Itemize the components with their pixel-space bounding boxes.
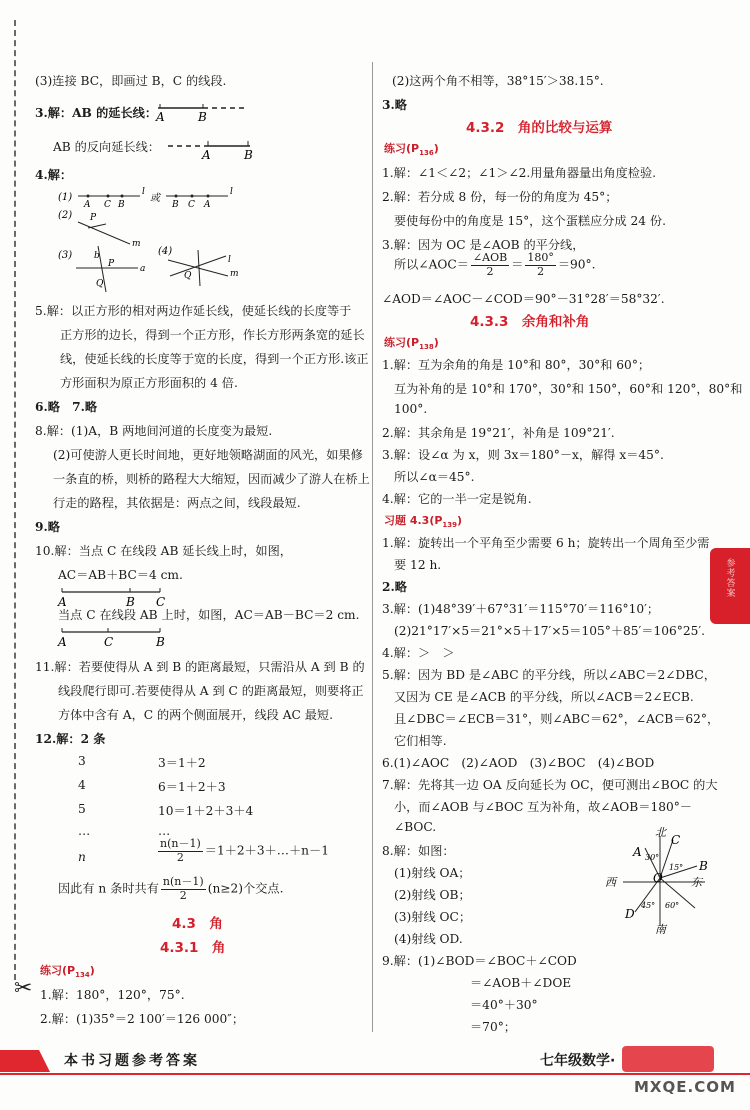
point-label: A [156, 110, 165, 124]
text-line: (3)连接 BC，即画过 B，C 的线段. [35, 74, 227, 88]
text-line: 1.解：180°，120°，75°. [40, 988, 185, 1002]
text-line: 它们相等. [394, 734, 447, 748]
text-line: 3.解：(1)48°39′＋67°31′＝115°70′＝116°10′； [382, 602, 660, 616]
footer-grade: 七年级数学· [540, 1053, 616, 1069]
text-line: 9.略 [35, 520, 60, 534]
text-line: 100°. [394, 402, 428, 416]
text-line: (2)这两个角不相等，38°15′＞38.15°. [392, 74, 604, 88]
reverse-extension-figure [168, 136, 258, 160]
text-line: (2)21°17′×5＝21°×5＋17′×5＝105°＋85′＝106°25′. [394, 624, 705, 638]
svg-text:B: B [156, 635, 165, 649]
svg-text:15°: 15° [669, 863, 684, 872]
text-line: 5.解：以正方形的相对两边作延长线，使延长线的长度等于 [35, 304, 352, 318]
svg-text:C: C [104, 635, 114, 649]
q4-figures [58, 186, 248, 296]
text-line: 当点 C 在线段 AB 上时，如图，AC＝AB－BC＝2 cm. [58, 608, 360, 622]
q12-n: 5 [78, 802, 86, 816]
svg-text:A: A [202, 148, 211, 162]
text-line: ＝40°＋30° [470, 998, 538, 1012]
q3-label: 3.解：AB 的延长线： [35, 106, 158, 120]
text-line: 3.解：设∠α 为 x，则 3x＝180°－x，解得 x＝45°. [382, 448, 664, 462]
text-line: ＝∠AOB＋∠DOE [470, 976, 572, 990]
binding-margin [14, 20, 16, 980]
q12-n: n [78, 850, 86, 864]
svg-text:B: B [118, 200, 125, 210]
svg-text:l: l [230, 187, 233, 197]
svg-text:m: m [230, 269, 239, 279]
svg-text:l: l [142, 187, 145, 197]
text-line: (2)可使游人更长时间地，更好地领略湖面的风光，如果修 [53, 448, 363, 462]
text-line: 行走的路程，其依据是：两点之间，线段最短. [53, 496, 301, 510]
text-line: 2.解：若分成 8 份，每一份的角度为 45°； [382, 190, 618, 204]
text-line: 10.解：当点 C 在线段 AB 延长线上时，如图， [35, 544, 292, 558]
svg-text:a: a [140, 264, 146, 274]
q4-label: 4.解： [35, 168, 73, 182]
text-line: 线段爬行即可.若要使得从 A 到 C 的距离最短，则要将正 [58, 684, 364, 698]
svg-text:B: B [699, 859, 708, 873]
section-heading: 4.3 角 [172, 916, 223, 932]
svg-text:m: m [132, 239, 141, 249]
text-line: 互为补角的是 10°和 170°，30°和 150°，60°和 120°，80°和 [394, 382, 743, 396]
q12-value: 3＝1＋2 [158, 756, 206, 770]
text-line: (3)射线 OC； [394, 910, 472, 924]
svg-text:C: C [104, 200, 111, 210]
svg-text:Q: Q [96, 279, 104, 289]
text-line: 1.解：旋转出一个平角至少需要 6 h；旋转出一个周角至少需 [382, 536, 710, 550]
text-line: 1.解：互为余角的角是 10°和 80°，30°和 60°； [382, 358, 651, 372]
svg-text:A: A [204, 200, 211, 210]
text-line: ＝70°； [470, 1020, 516, 1034]
svg-text:B: B [244, 148, 253, 162]
text-line: 小，而∠AOB 与∠BOC 互为补角，故∠AOB＝180°－ [394, 800, 692, 814]
svg-text:C: C [671, 833, 681, 847]
text-line: 8.解：如图： [382, 844, 455, 858]
text-line: 要使每份中的角度是 15°，这个蛋糕应分成 24 份. [394, 214, 666, 228]
extension-line-figure [158, 100, 248, 122]
svg-text:西: 西 [605, 876, 616, 889]
svg-text:O: O [653, 871, 663, 885]
q12-n: 4 [78, 778, 86, 792]
watermark-text: MXQE.COM [634, 1078, 736, 1096]
text-line: 方形面积为原正方形面积的 4 倍. [60, 376, 238, 390]
section-heading: 4.3.2 角的比较与运算 [466, 120, 613, 136]
text-line: 又因为 CE 是∠ACB 的平分线，所以∠ACB＝2∠ECB. [394, 690, 694, 704]
text-line: 4.解：它的一半一定是锐角. [382, 492, 532, 506]
section-heading: 4.3.3 余角和补角 [470, 314, 590, 330]
svg-text:P: P [108, 259, 115, 269]
text-line: (4)射线 OD. [394, 932, 463, 946]
svg-text:东: 东 [691, 876, 702, 889]
text-line: 1.解：∠1＜∠2；∠1＞∠2.用量角器量出角度检验. [382, 166, 657, 180]
column-divider [372, 62, 373, 1032]
text-line: 6.(1)∠AOC (2)∠AOD (3)∠BOC (4)∠BOD [382, 756, 655, 770]
text-line: AC＝AB＋BC＝4 cm. [58, 568, 183, 582]
svg-text:南: 南 [655, 923, 666, 936]
text-line: 6.略 7.略 [35, 400, 98, 414]
text-line: ∠BOC. [394, 820, 437, 834]
svg-text:A: A [633, 845, 642, 859]
text-line: 5.解：因为 BD 是∠ABC 的平分线，所以∠ABC＝2∠DBC， [382, 668, 716, 682]
text-line: 且∠DBC＝∠ECB＝31°，则∠ABC＝62°，∠ACB＝62°， [394, 712, 720, 726]
q12-conclusion: 因此有 n 条时共有 $\frac{n(n-1)}{2}$ (n≥2)个交点. [58, 875, 284, 902]
svg-text:A: A [58, 635, 67, 649]
point-label: B [198, 110, 207, 124]
text-line: (2)射线 OB； [394, 888, 471, 902]
svg-text:(4): (4) [158, 246, 173, 257]
footer-accent [0, 1050, 50, 1072]
text-line: (1)射线 OA； [394, 866, 471, 880]
svg-text:b: b [94, 251, 100, 261]
practice-label: 练习$(P_{138})$ [384, 336, 439, 352]
practice-label: 练习$(P_{136})$ [384, 142, 439, 158]
watermark-logo [622, 1046, 714, 1072]
practice-label: 练习$(P_{134})$ [40, 964, 95, 980]
svg-text:A: A [84, 200, 91, 210]
q12-n: 3 [78, 754, 86, 768]
text-line: 3.略 [382, 98, 407, 112]
text-line: 9.解：(1)∠BOD＝∠BOC＋∠COD [382, 954, 577, 968]
svg-text:C: C [156, 595, 166, 609]
scissors-icon: ✂ [14, 976, 33, 1001]
text-line: 线，使延长线的长度等于宽的长度，得到一个正方形.该正 [60, 352, 369, 366]
text-line: 2.解：(1)35°＝2 100′＝126 000″； [40, 1012, 245, 1026]
svg-text:Q: Q [184, 271, 192, 281]
svg-text:D: D [625, 907, 635, 921]
section-heading: 4.3.1 角 [160, 940, 226, 956]
text-line: 8.解：(1)A，B 两地间河道的长度变为最短. [35, 424, 273, 438]
text-line: 11.解：若要使得从 A 到 B 的距离最短，只需沿从 A 到 B 的 [35, 660, 365, 674]
exercise-label: 习题 $4.3(P_{139})$ [384, 514, 463, 530]
text-line: ∠AOD＝∠AOC－∠COD＝90°－31°28′＝58°32′. [382, 292, 665, 306]
q3-reverse-label: AB 的反向延长线： [53, 140, 160, 154]
text-line: 要 12 h. [394, 558, 442, 572]
a3-formula: 所以∠AOC＝ $\frac{\text{∠AOB}}{2}$ ＝ $\frac{180^\circ}{2}$ ＝90°. [394, 251, 596, 278]
compass-figure [605, 826, 715, 936]
svg-text:(3): (3) [58, 250, 73, 261]
svg-text:60°: 60° [665, 901, 680, 910]
svg-text:P: P [90, 213, 97, 223]
text-line: 所以∠α＝45°. [394, 470, 475, 484]
svg-text:45°: 45° [641, 901, 656, 910]
q10-figure-2 [60, 626, 180, 650]
text-line: 2.解：其余角是 19°21′，补角是 109°21′. [382, 426, 615, 440]
q12-value: 10＝1＋2＋3＋4 [158, 804, 254, 818]
side-tab: 参考答案 [710, 548, 750, 624]
svg-text:A: A [58, 595, 67, 609]
text-line: 3.解：因为 OC 是∠AOB 的平分线， [382, 238, 585, 252]
text-line: 一条直的桥，则桥的路程大大缩短，因而减少了游人在桥上 [53, 472, 370, 486]
svg-text:北: 北 [655, 826, 666, 839]
svg-text:(2): (2) [58, 210, 73, 221]
svg-text:B: B [172, 200, 179, 210]
svg-text:C: C [188, 200, 195, 210]
q12-n: … [78, 824, 91, 838]
text-line: 4.解：＞ ＞ [382, 646, 455, 660]
text-line: 7.解：先将其一边 OA 反向延长为 OC，便可测出∠BOC 的大 [382, 778, 718, 792]
q12-value: … [158, 824, 171, 838]
footer-rule [0, 1073, 750, 1075]
svg-text:l: l [228, 255, 231, 265]
text-line: 2.略 [382, 580, 407, 594]
svg-text:(1): (1) [58, 192, 73, 203]
q12-formula: $\frac{n(n-1)}{2}$ ＝1＋2＋3＋…＋n－1 [160, 837, 329, 864]
text-line: 正方形的边长，得到一个正方形，作长方形两条宽的延长 [60, 328, 365, 342]
text-line: 12.解：2 条 [35, 732, 106, 746]
footer-title: 本书习题参考答案 [64, 1053, 200, 1069]
svg-text:30°: 30° [645, 853, 660, 862]
q12-value: 6＝1＋2＋3 [158, 780, 226, 794]
text-line: 方体中含有 A，C 的两个侧面展开，线段 AC 最短. [58, 708, 333, 722]
svg-text:B: B [126, 595, 135, 609]
svg-text:或: 或 [150, 193, 160, 204]
